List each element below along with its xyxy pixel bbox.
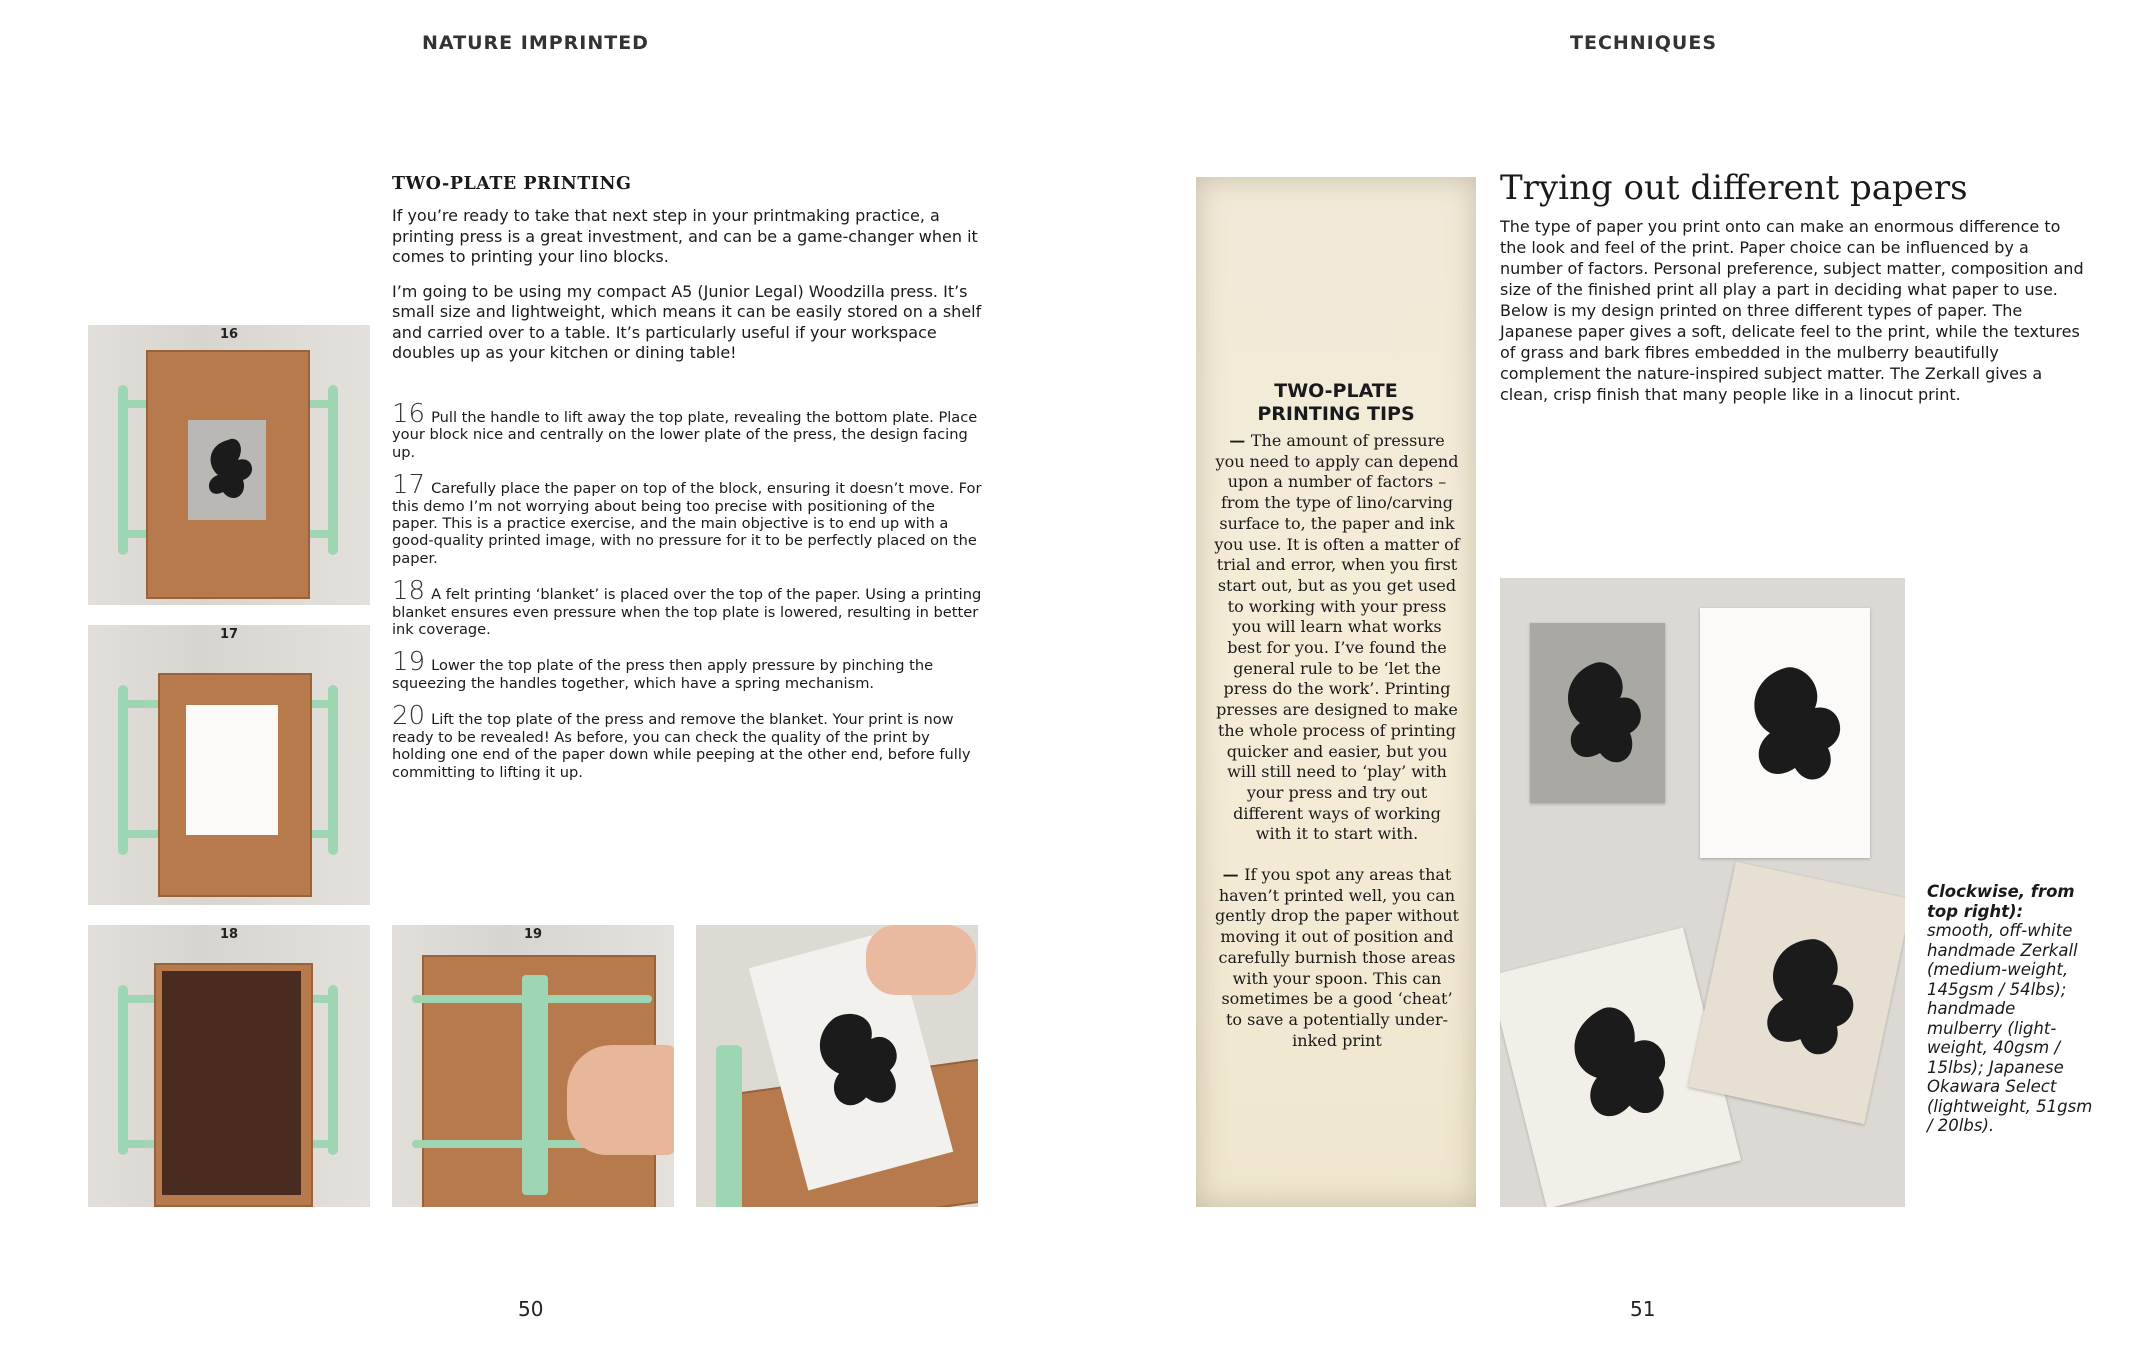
hand [866,925,976,995]
tips-paragraph-2: — If you spot any areas that haven’t printed well, you can gently drop the paper without moving it out of position and carefully burnish those areas with your spoon. This can sometimes be a good ‘cheat’ to save a potentially under-inked print [1215,865,1459,1050]
intro-paragraph-2: I’m going to be using my compact A5 (Junior Legal) Woodzilla press. It’s small size and lightweight, which means it can be easily stored on a shelf and carried over to a table. It’s particularly useful if your workspace doubles up as your kitchen or dining table! [392,281,982,362]
zerkall-print [1700,608,1870,858]
press-rod [118,985,128,1155]
paper-sheet [186,705,278,835]
felt-blanket [162,971,301,1195]
page-number-left: 50 [518,1297,544,1321]
intro-text [392,206,982,378]
photo-step-18 [88,925,370,1207]
step-19: 19 Lower the top plate of the press then apply pressure by pinching the squeezing the handles together, which have a spring mechanism. [392,647,934,692]
lino-block [188,420,266,520]
leaf-print-icon [1688,862,1905,1124]
page-number-right: 51 [1630,1297,1656,1321]
section-title: TWO-PLATE PRINTING [392,174,632,194]
photo-label: 17 [219,627,239,642]
photo-step-16 [88,325,370,605]
press-rod [328,985,338,1155]
hands [567,1045,674,1155]
step-list [392,399,982,781]
photo-label: 18 [219,927,239,942]
step-20: 20 Lift the top plate of the press and remove the blanket. Your print is now ready to be revealed! As before, you can check the quality of the print by holding one end of the paper down while peeping at the other end, before fully committing to lifting it up. [392,701,971,781]
step-16: 16 Pull the handle to lift away the top plate, revealing the bottom plate. Place your block nice and centrally on the lower plate of the press, the design facing up. [392,399,978,461]
photo-label: 16 [219,327,239,342]
article-body: The type of paper you print onto can make an enormous difference to the look and feel of the print. Paper choice can be influenced by a number of factors. Personal preference, subject matter, composition and size of the finished print all play a part in deciding what paper to use. Below is my design printed on three different types of paper. The Japanese paper gives a soft, delicate feel to the print, while the textures of grass and bark fibres embedded in the mulberry beautifully complement the nature-inspired subject matter. The Zerkall gives a clean, crisp finish that many people like in a linocut print. [1500,217,2084,404]
tips-paragraph-1: — The amount of pressure you need to apply can depend upon a number of factors – from the type of lino/carving surface to, the paper and ink you use. It is often a matter of trial and error, when you first start out, but as you get used to working with your press you will learn what works best for you. I’ve found the general rule to be ‘let the press do the work’. Printing presses are designed to make the whole process of printing quicker and easier, but you will still need to ‘play’ with your press and try out different ways of working with it to start with. [1214,431,1460,844]
photo-caption: Clockwise, from top right): smooth, off-white handmade Zerkall (medium-weight, 145gsm / 54lbs); handmade mulberry (light-weight, 40gsm / 15lbs); Japanese Okawara Select (lightweight, 51gsm / 20lbs). [1927,882,2093,1135]
running-header-right: TECHNIQUES [1570,32,1717,54]
article-title: Trying out different papers [1500,168,1968,208]
leaf-print-icon [1700,608,1870,858]
intro-paragraph-1: If you’re ready to take that next step in your printmaking practice, a printing press is a great investment, and can be a game-changer when it comes to printing your lino blocks. [392,206,978,266]
photo-step-17 [88,625,370,905]
leaf-print-icon [1530,623,1665,803]
photo-step-20 [696,925,978,1207]
press-handle [522,975,548,1195]
step-18: 18 A felt printing ‘blanket’ is placed over the top of the paper. Using a printing blanket ensures even pressure when the top plate is lowered, resulting in better ink coverage. [392,576,982,639]
lino-block [1530,623,1665,803]
press-handle [716,1045,742,1207]
tips-title: TWO-PLATE PRINTING TIPS [1257,380,1415,425]
photo-label: 19 [523,927,543,942]
paper-comparison-photo [1500,578,1905,1207]
leaf-print-icon [188,420,266,520]
mulberry-print [1688,862,1905,1124]
running-header-left: NATURE IMPRINTED [422,32,649,54]
step-17: 17 Carefully place the paper on top of the block, ensuring it doesn’t move. For this demo I’m not worrying about being too precise with positioning of the paper. This is a practice exercise, and the main objective is to end up with a good-quality printed image, with no pressure for it to be perfectly placed on the paper. [392,470,982,567]
tips-sidebar [1196,177,1476,1207]
photo-step-19 [392,925,674,1207]
